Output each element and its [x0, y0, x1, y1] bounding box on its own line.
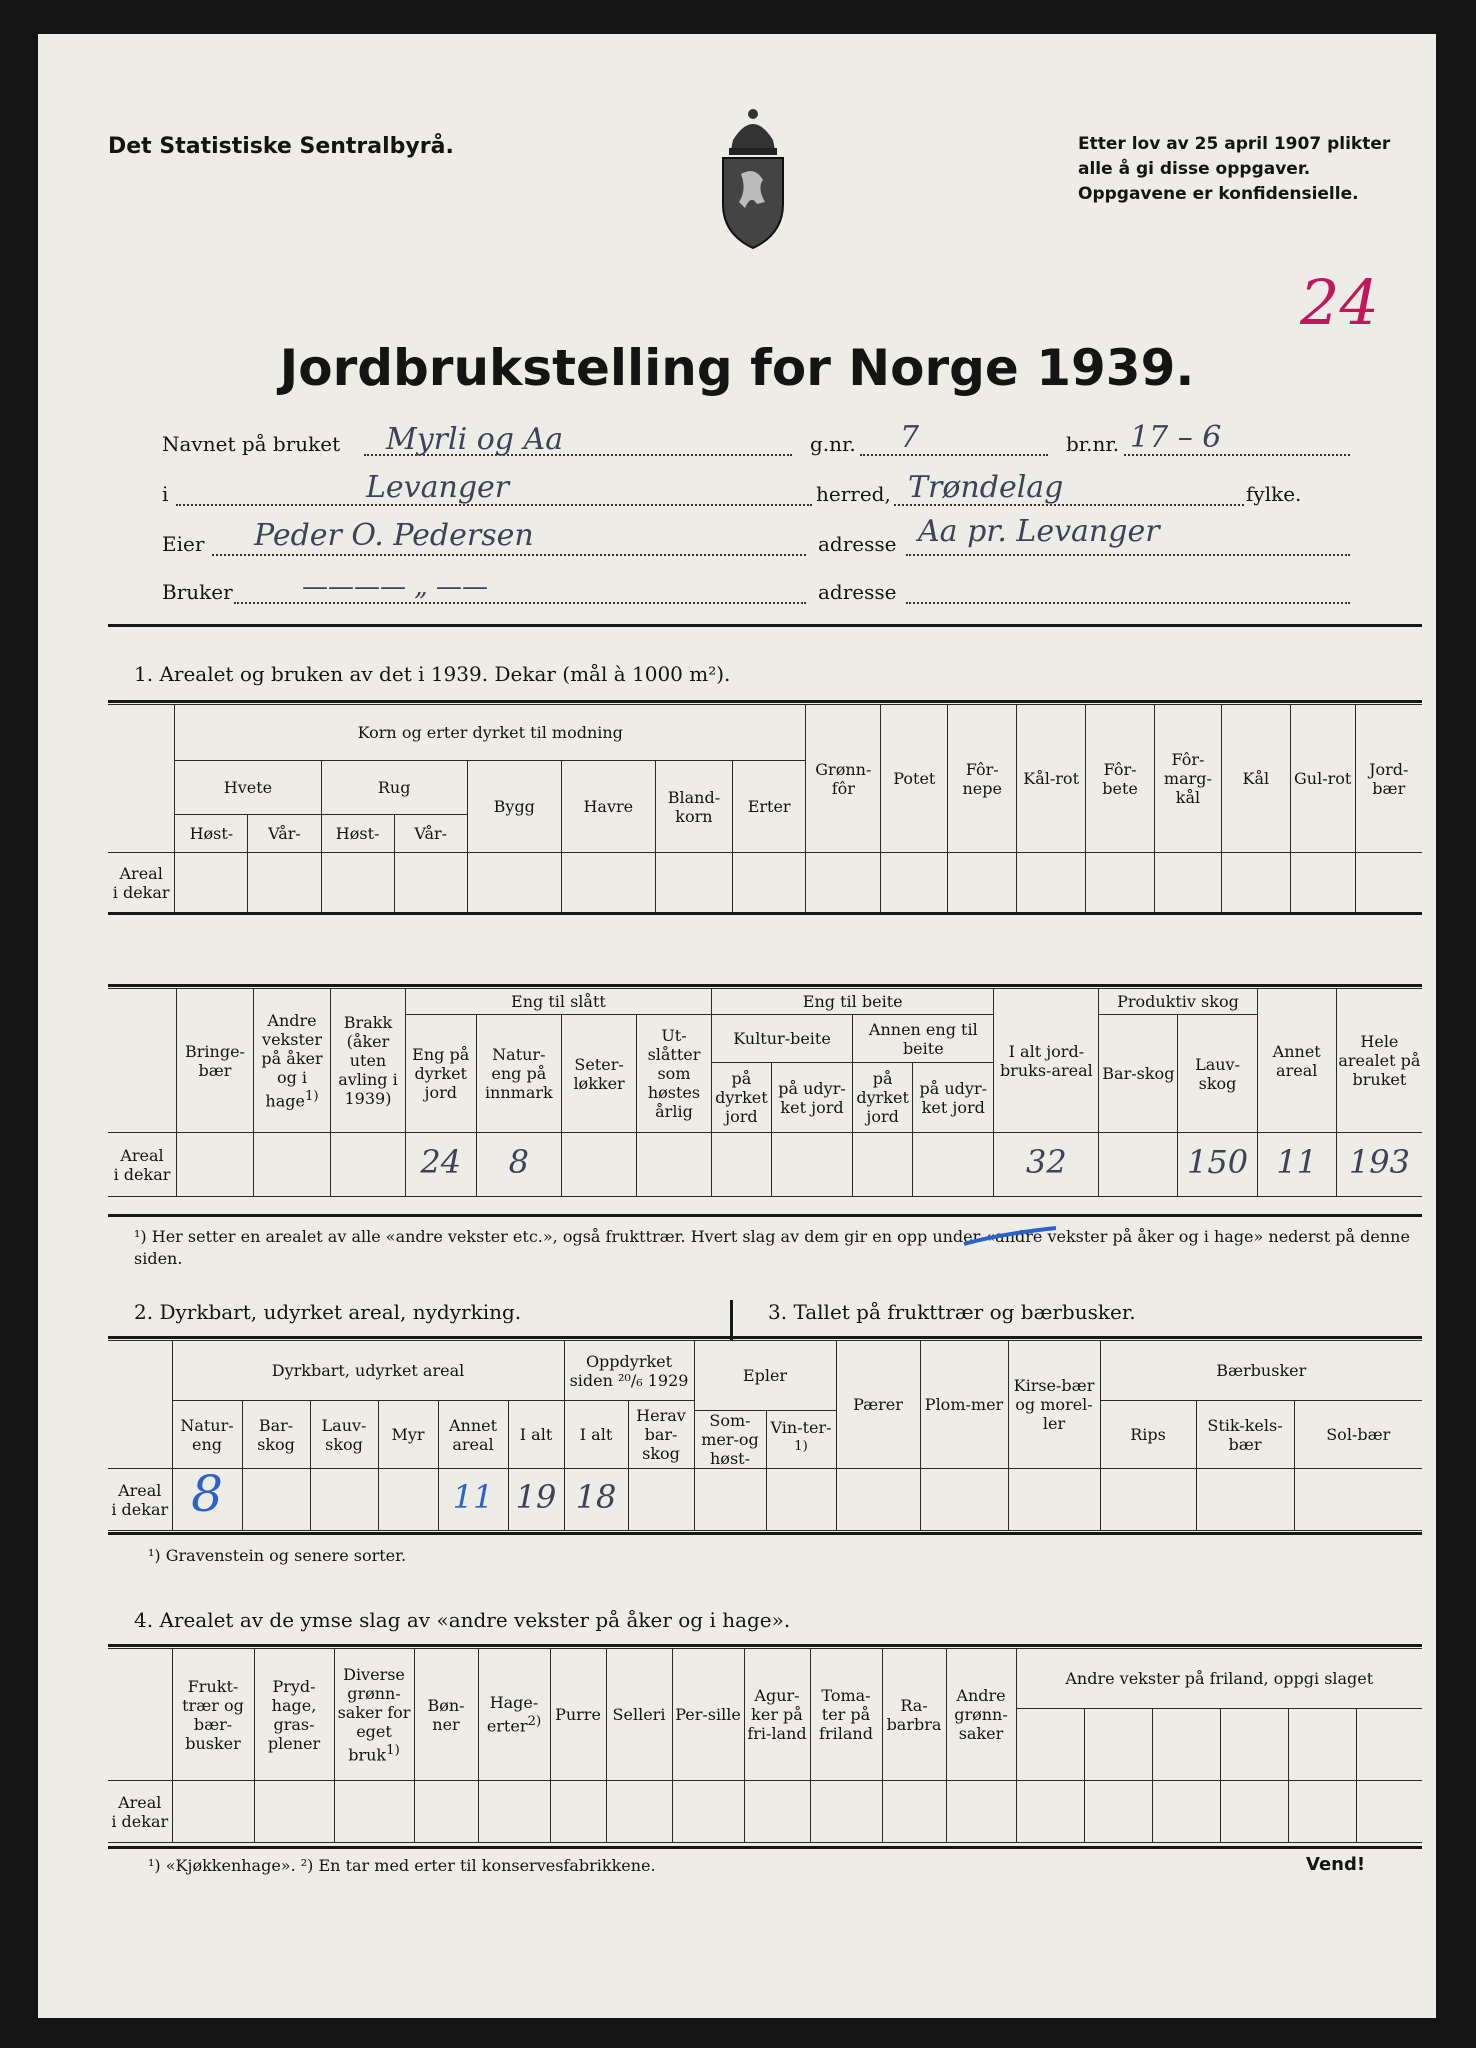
owner-address-label: adresse: [818, 532, 897, 556]
value-i-alt-2: 19: [515, 1477, 557, 1516]
col-brakk: Brakk (åker uten avling i 1939): [331, 989, 406, 1133]
agency-name: Det Statistiske Sentralbyrå.: [108, 134, 454, 159]
legal-notice: Etter lov av 25 april 1907 plikter alle å gi disse oppgaver. Oppgavene er konfidensielle.: [1078, 134, 1391, 204]
col-rips: Rips: [1100, 1401, 1196, 1469]
brnr-label: br.nr.: [1066, 432, 1120, 456]
owner-address-value[interactable]: Aa pr. Levanger: [918, 514, 1160, 549]
col-barskog-2: Bar-skog: [242, 1401, 310, 1469]
fylke-label: fylke.: [1246, 482, 1302, 506]
col-lauvskog-2: Lauv-skog: [310, 1401, 378, 1469]
col-agurker: Agur-ker på fri-land: [744, 1649, 810, 1781]
col-kulturbeite: Kultur-beite: [711, 1015, 852, 1063]
table-4: [108, 1648, 1422, 1843]
col-forbete: Fôr-bete: [1086, 705, 1155, 853]
col-rug-host: Høst-: [321, 815, 394, 853]
col-formargkal: Fôr-marg-kål: [1155, 705, 1222, 853]
value-oppdyrket-i-alt: 18: [575, 1477, 617, 1516]
col-hvete-host: Høst-: [175, 815, 248, 853]
value-annet-areal-2: 11: [452, 1477, 494, 1516]
form-title: Jordbrukstelling for Norge 1939.: [279, 339, 1195, 397]
col-produktiv-skog: Produktiv skog: [1099, 989, 1257, 1015]
coat-of-arms-icon: [711, 104, 795, 250]
col-kirsebaer: Kirse-bær og morel-ler: [1008, 1341, 1100, 1469]
farm-name-value[interactable]: Myrli og Aa: [386, 422, 564, 457]
municipality-prefix: i: [162, 482, 169, 506]
col-persille: Per-sille: [672, 1649, 744, 1781]
blue-strike-mark: [960, 1224, 1060, 1250]
owner-label: Eier: [162, 532, 205, 556]
row-label-areal: Areal i dekar: [108, 1781, 172, 1843]
col-tomater: Toma-ter på friland: [810, 1649, 882, 1781]
col-epler-vinter: Vin-ter-$^{1)}$: [766, 1411, 836, 1469]
sheet-number: 24: [1300, 266, 1379, 339]
col-andre-gronnsaker: Andre grønn-saker: [946, 1649, 1016, 1781]
value-eng-dyrket: 24: [420, 1142, 462, 1181]
col-epler: Epler: [694, 1341, 836, 1411]
user-value[interactable]: ———— „ ——: [302, 572, 488, 602]
col-bringebaer: Bringe-bær: [176, 989, 253, 1133]
col-bonner: Bøn-ner: [414, 1649, 478, 1781]
section-3-heading: 3. Tallet på frukttrær og bærbusker.: [768, 1300, 1136, 1324]
col-erter: Erter: [733, 761, 806, 853]
form-page: [38, 34, 1436, 2018]
municipality-value[interactable]: Levanger: [366, 470, 510, 505]
col-hvete: Hvete: [175, 761, 321, 815]
col-natureng: Natur-eng på innmark: [476, 1015, 562, 1133]
turn-over-label: Vend!: [1306, 1854, 1366, 1875]
col-herav-barskog: Herav bar-skog: [628, 1401, 694, 1469]
col-naturseng: Natur-eng: [172, 1401, 242, 1469]
col-eng-slatt: Eng til slått: [405, 989, 711, 1015]
col-prydhage: Pryd-hage, gras-plener: [254, 1649, 334, 1781]
value-hele-arealet: 193: [1348, 1142, 1410, 1181]
col-havre: Havre: [561, 761, 655, 853]
col-myr: Myr: [378, 1401, 438, 1469]
col-potet: Potet: [881, 705, 948, 853]
col-gulrot: Gul-rot: [1290, 705, 1355, 853]
col-lauvskog: Lauv-skog: [1178, 1015, 1257, 1133]
col-bygg: Bygg: [467, 761, 561, 853]
brnr-value[interactable]: 17 – 6: [1130, 420, 1222, 455]
col-blandkorn: Bland-korn: [655, 761, 732, 853]
col-hvete-var: Vår-: [248, 815, 321, 853]
col-plommer: Plom-mer: [920, 1341, 1008, 1469]
section-1-heading: 1. Arealet og bruken av det i 1939. Dekar (mål à 1000 m²).: [134, 662, 731, 686]
value-i-alt: 32: [1026, 1142, 1067, 1181]
county-value[interactable]: Trøndelag: [908, 470, 1064, 505]
user-address-label: adresse: [818, 580, 897, 604]
value-natureng-2: 8: [191, 1468, 223, 1523]
col-andre-vekster-friland: Andre vekster på friland, oppgi slaget: [1016, 1649, 1422, 1709]
col-seterlokker: Seter-løkker: [562, 1015, 637, 1133]
col-jordbaer: Jord-bær: [1355, 705, 1422, 853]
owner-value[interactable]: Peder O. Pedersen: [254, 518, 534, 553]
table-1b: Bringe-bær Andre vekster på åker og i hage$^{1)}$ Brakk (åker uten avling i 1939) Eng til slått Eng til beite I alt jord-bruks-areal Produktiv skog Annet areal Hele arealet på bruket Eng på dyrket jord Natur-eng på innmark Seter-løkker Ut-slåtter som høstes årlig Kultur-beite Annen eng til beite Bar-skog Lauv-skog på dyrket jord på udyr-ket jord på dyrket jord på udyr-ket jord Areal i dekar 24 8 32 150 11 193: [108, 988, 1422, 1197]
footnote-4: ¹) «Kjøkkenhage». ²) En tar med erter til konservesfabrikkene.: [148, 1856, 656, 1875]
col-epler-sommer: Som-mer-og høst-: [694, 1411, 766, 1469]
col-gronnfor: Grønn-fôr: [806, 705, 881, 853]
col-hele-arealet: Hele arealet på bruket: [1336, 989, 1422, 1133]
section-2-heading: 2. Dyrkbart, udyrket areal, nydyrking.: [134, 1300, 522, 1324]
col-korn-erter: Korn og erter dyrket til modning: [175, 705, 806, 761]
col-dyrkbart: Dyrkbart, udyrket areal: [172, 1341, 564, 1401]
col-eng-pa-dyrket-jord: Eng på dyrket jord: [405, 1015, 476, 1133]
col-kal: Kål: [1221, 705, 1290, 853]
col-andre-vekster: Andre vekster på åker og i hage$^{1)}$: [254, 989, 331, 1133]
value-natureng: 8: [508, 1142, 529, 1181]
col-frukttraer: Frukt-trær og bær-busker: [172, 1649, 254, 1781]
col-paerer: Pærer: [836, 1341, 920, 1469]
col-eng-beite: Eng til beite: [711, 989, 993, 1015]
table-2-3: [108, 1340, 1422, 1531]
col-purre: Purre: [550, 1649, 606, 1781]
herred-label: herred,: [816, 482, 891, 506]
footnote-2: ¹) Gravenstein og senere sorter.: [148, 1546, 407, 1565]
col-rug-var: Vår-: [394, 815, 467, 853]
farm-name-label: Navnet på bruket: [162, 432, 341, 456]
col-i-alt-2: I alt: [508, 1401, 564, 1469]
col-annet-areal: Annet areal: [1257, 989, 1336, 1133]
table-1a: [108, 704, 1422, 913]
col-annen-eng: Annen eng til beite: [853, 1015, 994, 1063]
col-barskog: Bar-skog: [1099, 1015, 1178, 1133]
user-label: Bruker: [162, 580, 233, 604]
row-label-areal: Areal i dekar: [108, 1133, 176, 1197]
col-stikkelsbaer: Stik-kels-bær: [1196, 1401, 1294, 1469]
col-kalrot: Kål-rot: [1017, 705, 1086, 853]
footnote-1: ¹) Her setter en arealet av alle «andre vekster etc.», også frukttrær. Hvert slag av dem gir en opp under «andre vekster på åker og i hage» nederst på denne siden.: [134, 1227, 1410, 1268]
col-hageerter: Hage-erter$^{2)}$: [478, 1649, 550, 1781]
col-i-alt-jordbruksareal: I alt jord-bruks-areal: [994, 989, 1099, 1133]
row-label-areal: Areal i dekar: [108, 1469, 172, 1531]
value-lauvskog: 150: [1187, 1142, 1249, 1181]
col-selleri: Selleri: [606, 1649, 672, 1781]
col-oppdyrket-i-alt: I alt: [564, 1401, 628, 1469]
section-4-heading: 4. Arealet av de ymse slag av «andre vekster på åker og i hage».: [134, 1608, 791, 1632]
col-rug: Rug: [321, 761, 467, 815]
row-label-areal: Areal i dekar: [108, 853, 175, 913]
col-oppdyrket: Oppdyrket siden ²⁰/₆ 1929: [564, 1341, 694, 1401]
col-utslatter: Ut-slåtter som høstes årlig: [637, 1015, 712, 1133]
col-annet-areal-2: Annet areal: [438, 1401, 508, 1469]
col-baerbusker: Bærbusker: [1100, 1341, 1422, 1401]
col-solbaer: Sol-bær: [1294, 1401, 1422, 1469]
col-fornepe: Fôr-nepe: [948, 705, 1017, 853]
value-annet-areal: 11: [1276, 1142, 1318, 1181]
col-rabarbra: Ra-barbra: [882, 1649, 946, 1781]
gnr-label: g.nr.: [810, 432, 856, 456]
gnr-value[interactable]: 7: [900, 420, 920, 455]
col-diverse-gronnsaker: Diverse grønn-saker for eget bruk$^{1)}$: [334, 1649, 414, 1781]
